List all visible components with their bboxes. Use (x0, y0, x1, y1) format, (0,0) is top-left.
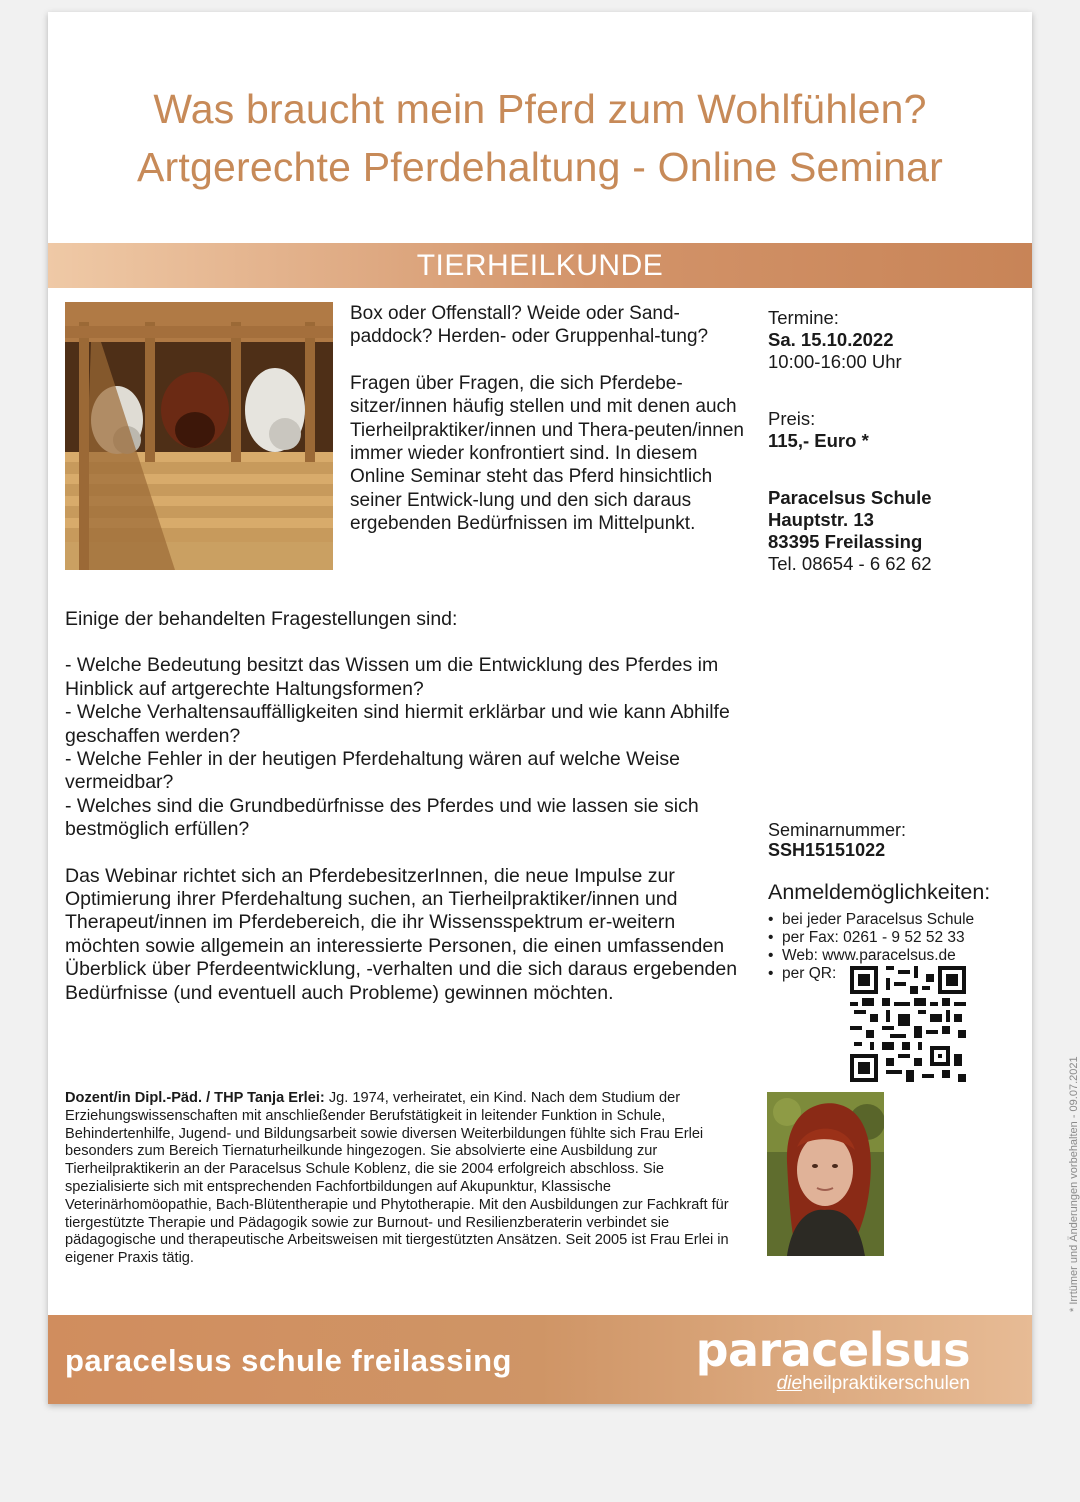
intro-paragraph-2: Fragen über Fragen, die sich Pferdebe-sitzer/innen häufig stellen und mit denen auch Tierheilpraktiker/innen und Thera-peuten/innen immer wieder konfrontiert sind. In diesem Online Seminar steht das Pferd hinsichtlich seiner Entwick-lung und den sich daraus ergebenden Bedürfnissen im Mittelpunkt. (350, 372, 744, 535)
question-item: - Welches sind die Grundbedürfnisse des Pferdes und wie lassen sie sich bestmöglich erfüllen? (65, 794, 699, 841)
questions-lead: Einige der behandelten Fragestellungen sind: (65, 608, 458, 630)
footer-bar (48, 1315, 1032, 1404)
question-item: - Welche Fehler in der heutigen Pferdehaltung wären auf welche Weise vermeidbar? (65, 748, 680, 794)
school-phone: Tel. 08654 - 6 62 62 (768, 553, 932, 574)
question-item: - Welche Bedeutung besitzt das Wissen um die Entwicklung des Pferdes im Hinblick auf artgerechte Haltungsformen? (65, 654, 719, 700)
school-street: Hauptstr. 13 (768, 509, 874, 530)
lecturer-bio-text: Jg. 1974, verheiratet, ein Kind. Nach dem Studium der Erziehungswissenschaften mit anschließender Berufstätigkeit in leitender Funktion in Schule, Behindertenhilfe, Jugend- und Bildungsarbeit sowie diversen Weiterbildungen fühlte sich Frau Erlei besonders zum Bereich Tiernaturheilkunde hingezogen. Sie absolvierte eine Ausbildung zur Tierheilpraktikerin an der Paracelsus Schule Koblenz, die sie 2004 erfolgreich abschloss. Sie spezialisierte sich mit entsprechenden Fachfortbildungen auf Akupunktur, Klassische Veterinärhomöopathie, Bach-Blütentherapie und Phytotherapie. Mit den Ausbildungen zur Fachkraft für tiergestützte Therapie und Pädagogik sowie zur Burnout- und Resilienzberaterin verbindet sie pädagogische und therapeutische Arbeitsweisen mit tiergestützten Ansätzen. Seit 2005 ist Frau Erlei in eigener Praxis tätig. (65, 1090, 729, 1267)
school-name: Paracelsus Schule (768, 487, 932, 508)
dates-time: 10:00-16:00 Uhr (768, 351, 902, 372)
seminar-number-block (768, 820, 1028, 860)
registration-item-fax: • per Fax: 0261 - 9 52 52 33 (768, 929, 1028, 947)
registration-heading: Anmeldemöglichkeiten: (768, 880, 991, 904)
dates-date: Sa. 15.10.2022 (768, 329, 894, 350)
registration-item-school: • bei jeder Paracelsus Schule (768, 911, 1028, 929)
price-block (768, 408, 1028, 452)
title-line-2: Artgerechte Pferdehaltung - Online Seminar (136, 144, 944, 190)
title-line-1: Was braucht mein Pferd zum Wohlfühlen? (153, 86, 927, 132)
lecturer-bio (65, 1090, 745, 1268)
horses-photo (65, 302, 333, 570)
intro-text (350, 302, 745, 559)
category-banner: TIERHEILKUNDE (48, 243, 1032, 288)
dates-block (768, 307, 1028, 373)
logo-tagline (777, 1373, 970, 1395)
questions-list (65, 654, 755, 841)
footer-school-name: paracelsus schule freilassing (65, 1343, 512, 1378)
event-info (768, 307, 1028, 575)
qr-code-icon[interactable] (850, 966, 966, 1082)
disclaimer-text: * Irrtümer und Änderungen vorbehalten - 09.07.2021 (1068, 1056, 1080, 1312)
intro-paragraph-1: Box oder Offenstall? Weide oder Sand-paddock? Herden- oder Gruppenhal-tung? (350, 303, 709, 348)
page-title (48, 80, 1032, 196)
question-item: - Welche Verhaltensauffälligkeiten sind hiermit erklärbar und wie kann Abhilfe geschaffen werden? (65, 701, 730, 747)
price-label: Preis: (768, 408, 816, 429)
seminar-number: SSH15151022 (768, 840, 886, 860)
audience-paragraph: Das Webinar richtet sich an PferdebesitzerInnen, die neue Impulse zur Optimierung ihrer Pferdehaltung suchen, an Tierheilpraktiker/innen und Therapeut/innen im Pferdebereich, die ihr Wissensspektrum er-weitern möchten sowie allgemein an interessierte Personen, die einen umfassenden Überblick über Pferdeentwicklung, -verhalten und die sich daraus ergebenden Bedürfnisse (und eventuell auch Probleme) gewinnen möchten. (65, 864, 738, 1004)
logo-tagline-die: die (776, 1373, 803, 1394)
flyer-page (48, 12, 1080, 1404)
horses-photo-illustration (65, 302, 333, 570)
price-value: 115,- Euro * (768, 430, 869, 451)
paracelsus-logo: paracelsus (695, 1323, 970, 1377)
lecturer-photo (767, 1092, 884, 1256)
school-city: 83395 Freilassing (768, 531, 923, 552)
main-text (65, 608, 755, 1028)
lecturer-label: Dozent/in Dipl.-Päd. / THP Tanja Erlei: (65, 1090, 325, 1106)
seminar-number-label: Seminarnummer: (768, 820, 907, 840)
dates-label: Termine: (768, 307, 839, 328)
logo-tagline-rest: heilpraktikerschulen (802, 1373, 970, 1394)
lecturer-photo-illustration (767, 1092, 884, 1256)
registration-item-web[interactable]: • Web: www.paracelsus.de (768, 947, 1028, 965)
address-block (768, 487, 1028, 575)
registration-item-qr: • per QR: (768, 965, 1028, 983)
